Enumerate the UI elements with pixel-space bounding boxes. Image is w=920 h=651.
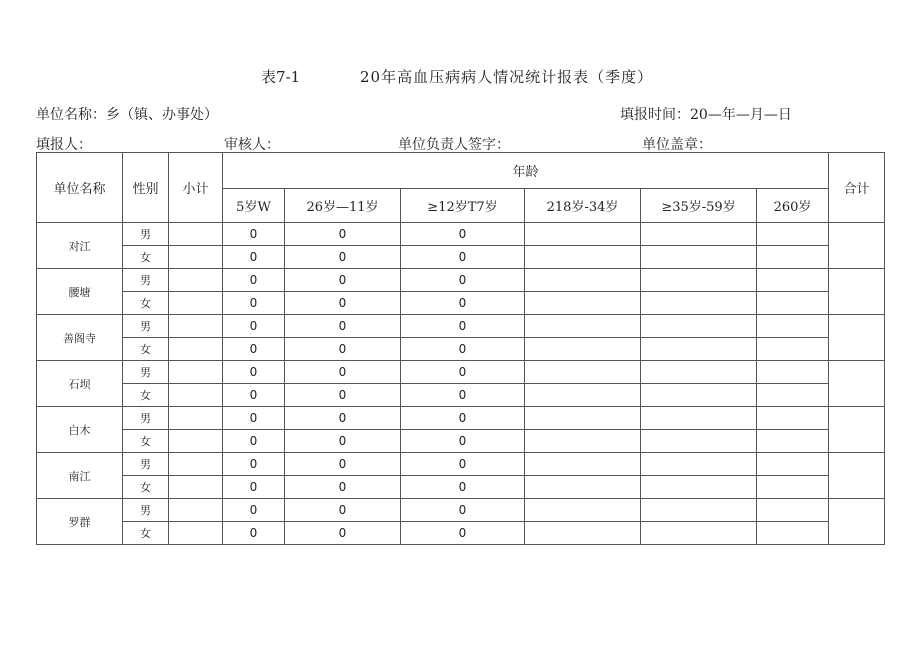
table-row: [37, 407, 885, 430]
table-row: [37, 522, 885, 545]
age-count-cell: 0: [223, 453, 285, 476]
total-cell: [829, 223, 885, 269]
header-age-group: 26岁—11岁: [285, 189, 401, 223]
age-count-cell: [641, 430, 757, 453]
age-count-cell: [757, 292, 829, 315]
age-count-cell: [757, 223, 829, 246]
unit-name-cell: 腰塘: [37, 269, 123, 315]
age-count-cell: [641, 269, 757, 292]
responsible-signature-label: 单位负责人签字：: [398, 137, 510, 153]
age-count-cell: [525, 430, 641, 453]
subtotal-cell: [169, 292, 223, 315]
age-count-cell: 0: [285, 522, 401, 545]
age-count-cell: 0: [223, 522, 285, 545]
age-count-cell: 0: [401, 292, 525, 315]
age-count-cell: 0: [223, 499, 285, 522]
subtotal-cell: [169, 430, 223, 453]
age-count-cell: [757, 476, 829, 499]
subtotal-cell: [169, 246, 223, 269]
age-count-cell: [525, 499, 641, 522]
age-count-cell: [757, 522, 829, 545]
age-count-cell: 0: [285, 361, 401, 384]
age-count-cell: 0: [401, 430, 525, 453]
age-count-cell: [641, 453, 757, 476]
subtotal-cell: [169, 453, 223, 476]
age-count-cell: [757, 338, 829, 361]
header-total: 合计: [829, 153, 885, 223]
subtotal-cell: [169, 361, 223, 384]
filler-label: 填报人：: [36, 137, 92, 153]
header-age-group: 5岁W: [223, 189, 285, 223]
age-count-cell: [757, 269, 829, 292]
age-count-cell: [757, 246, 829, 269]
table-row: [37, 223, 885, 246]
age-count-cell: [641, 315, 757, 338]
total-cell: [829, 407, 885, 453]
age-count-cell: 0: [401, 246, 525, 269]
age-count-cell: [525, 246, 641, 269]
age-count-cell: 0: [223, 476, 285, 499]
age-count-cell: 0: [285, 269, 401, 292]
age-count-cell: [641, 499, 757, 522]
age-count-cell: 0: [223, 315, 285, 338]
table-row: [37, 269, 885, 292]
age-count-cell: [757, 499, 829, 522]
table-body: [37, 223, 885, 545]
age-count-cell: 0: [401, 384, 525, 407]
sex-cell: 女: [123, 338, 169, 361]
age-count-cell: [641, 522, 757, 545]
header-unit-name: 单位名称: [37, 153, 123, 223]
age-count-cell: 0: [401, 522, 525, 545]
age-count-cell: 0: [285, 453, 401, 476]
sex-cell: 女: [123, 522, 169, 545]
subtotal-cell: [169, 499, 223, 522]
sex-cell: 男: [123, 269, 169, 292]
sex-cell: 女: [123, 476, 169, 499]
age-count-cell: 0: [285, 384, 401, 407]
subtotal-cell: [169, 315, 223, 338]
age-count-cell: [641, 223, 757, 246]
age-count-cell: 0: [223, 246, 285, 269]
table-row: [37, 338, 885, 361]
total-cell: [829, 499, 885, 545]
age-count-cell: [525, 407, 641, 430]
age-count-cell: 0: [401, 476, 525, 499]
age-count-cell: [757, 384, 829, 407]
age-count-cell: 0: [401, 499, 525, 522]
total-cell: [829, 315, 885, 361]
table-row: [37, 361, 885, 384]
age-count-cell: [525, 476, 641, 499]
sex-cell: 女: [123, 246, 169, 269]
table-row: [37, 292, 885, 315]
age-count-cell: 0: [223, 407, 285, 430]
age-count-cell: 0: [401, 269, 525, 292]
age-count-cell: 0: [285, 430, 401, 453]
reviewer-label: 审核人：: [224, 137, 280, 153]
header-age-group: 260岁: [757, 189, 829, 223]
total-cell: [829, 453, 885, 499]
age-count-cell: [641, 476, 757, 499]
age-count-cell: [641, 246, 757, 269]
subtotal-cell: [169, 407, 223, 430]
unit-name-cell: 白木: [37, 407, 123, 453]
age-count-cell: 0: [285, 499, 401, 522]
header-sex: 性别: [123, 153, 169, 223]
age-count-cell: [757, 315, 829, 338]
age-count-cell: 0: [223, 361, 285, 384]
age-count-cell: 0: [223, 292, 285, 315]
table-row: [37, 315, 885, 338]
table-row: [37, 246, 885, 269]
unit-name-cell: 对江: [37, 223, 123, 269]
age-count-cell: [641, 338, 757, 361]
total-cell: [829, 269, 885, 315]
age-count-cell: 0: [285, 407, 401, 430]
age-count-cell: 0: [401, 453, 525, 476]
age-count-cell: 0: [285, 292, 401, 315]
age-count-cell: [641, 361, 757, 384]
unit-name-label: 单位名称：乡（镇、办事处）: [36, 107, 218, 123]
sex-cell: 男: [123, 361, 169, 384]
age-count-cell: 0: [401, 338, 525, 361]
age-count-cell: [525, 522, 641, 545]
age-count-cell: 0: [223, 430, 285, 453]
age-count-cell: 0: [401, 315, 525, 338]
sex-cell: 男: [123, 499, 169, 522]
header-subtotal: 小计: [169, 153, 223, 223]
sex-cell: 男: [123, 315, 169, 338]
age-count-cell: 0: [285, 315, 401, 338]
subtotal-cell: [169, 522, 223, 545]
age-count-cell: 0: [223, 269, 285, 292]
table-number: 表7-1: [261, 68, 301, 86]
age-count-cell: [525, 361, 641, 384]
header-age-group: ≥35岁-59岁: [641, 189, 757, 223]
sex-cell: 女: [123, 384, 169, 407]
age-count-cell: 0: [401, 407, 525, 430]
age-count-cell: [757, 407, 829, 430]
age-count-cell: [525, 269, 641, 292]
header-age-group: 218岁-34岁: [525, 189, 641, 223]
age-count-cell: 0: [223, 384, 285, 407]
subtotal-cell: [169, 269, 223, 292]
age-count-cell: [757, 361, 829, 384]
info-line-2: [0, 134, 920, 154]
total-cell: [829, 361, 885, 407]
table-row: [37, 384, 885, 407]
subtotal-cell: [169, 476, 223, 499]
subtotal-cell: [169, 223, 223, 246]
age-count-cell: 0: [401, 223, 525, 246]
header-age-group: ≥12岁T7岁: [401, 189, 525, 223]
header-age: 年龄: [223, 153, 829, 189]
unit-name-cell: 石坝: [37, 361, 123, 407]
seal-label: 单位盖章：: [642, 137, 712, 153]
age-count-cell: 0: [223, 338, 285, 361]
sex-cell: 男: [123, 453, 169, 476]
age-count-cell: [525, 223, 641, 246]
subtotal-cell: [169, 384, 223, 407]
age-count-cell: 0: [401, 361, 525, 384]
table-row: [37, 499, 885, 522]
unit-name-cell: 善阁寺: [37, 315, 123, 361]
age-count-cell: [525, 453, 641, 476]
hypertension-statistics-table: [36, 152, 885, 545]
age-count-cell: 0: [285, 246, 401, 269]
report-title-text: 20年高血压病病人情况统计报表（季度）: [360, 68, 654, 86]
age-count-cell: [757, 430, 829, 453]
age-count-cell: [641, 407, 757, 430]
age-count-cell: [641, 384, 757, 407]
table-row: [37, 430, 885, 453]
sex-cell: 男: [123, 407, 169, 430]
fill-time-label: 填报时间：20—年—月—日: [620, 107, 792, 123]
age-count-cell: [525, 338, 641, 361]
age-count-cell: 0: [285, 338, 401, 361]
age-count-cell: [525, 292, 641, 315]
sex-cell: 女: [123, 292, 169, 315]
age-count-cell: [757, 453, 829, 476]
age-count-cell: [525, 384, 641, 407]
age-count-cell: [641, 292, 757, 315]
unit-name-cell: 罗群: [37, 499, 123, 545]
sex-cell: 男: [123, 223, 169, 246]
sex-cell: 女: [123, 430, 169, 453]
age-count-cell: 0: [285, 476, 401, 499]
table-row: [37, 476, 885, 499]
subtotal-cell: [169, 338, 223, 361]
table-row: [37, 453, 885, 476]
unit-name-cell: 南江: [37, 453, 123, 499]
age-count-cell: 0: [223, 223, 285, 246]
age-count-cell: 0: [285, 223, 401, 246]
age-count-cell: [525, 315, 641, 338]
report-title: [0, 66, 920, 88]
info-line-1: [0, 104, 920, 124]
